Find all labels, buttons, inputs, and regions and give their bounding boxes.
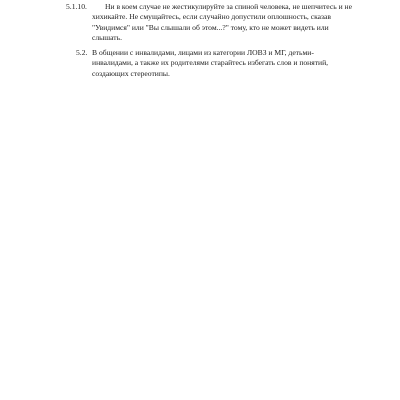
item-number: 5.1.10. [66, 2, 87, 11]
item-number: 5.2. [76, 48, 88, 57]
item-text: Ни в коем случае не жестикулируйте за спиной человека, не шепчитесь и не хихикайте. Не смущайтесь, если случайно допустили оплошность, сказав "Увидимся" или "Вы слышали об этом...?" тому, кто не может видеть или слышать. [92, 2, 352, 42]
item-text: В общении с инвалидами, лицами из категории ЛОВЗ и МГ, детьми- инвалидами, а также их родителями старайтесь избегать слов и понятий, создающих стереотипы. [92, 48, 329, 78]
